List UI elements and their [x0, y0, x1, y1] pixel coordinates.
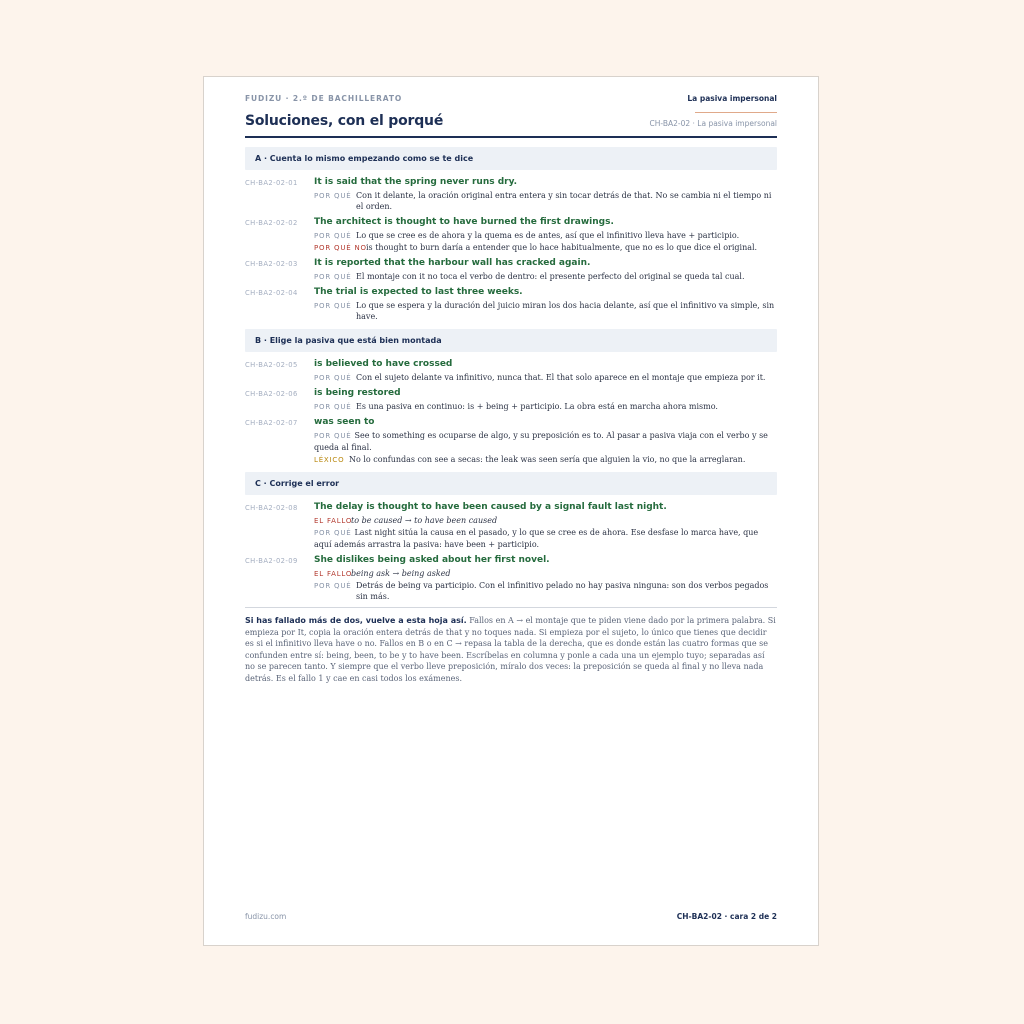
note-text: No lo confundas con see a secas: the leak was seen sería que alguien la vio, no que la arreglaran. — [349, 455, 746, 464]
footer-page: CH-BA2-02 · cara 2 de 2 — [676, 912, 777, 921]
answer-text: The architect is thought to have burned the first drawings. — [314, 217, 614, 227]
item-code: CH-BA2-02-01 — [245, 179, 298, 187]
explanation-note — [314, 372, 777, 383]
explanation-note — [314, 580, 777, 602]
item-code: CH-BA2-02-07 — [245, 419, 298, 427]
summary-lead: Si has fallado más de dos, vuelve a esta hoja así. — [245, 616, 467, 625]
counter-explanation-note — [314, 242, 777, 253]
note-text: Lo que se cree es de ahora y la quema es de antes, así que el infinitivo lleva have + participio. — [356, 231, 740, 240]
note-text: Detrás de being va participio. Con el infinitivo pelado no hay pasiva ninguna: son dos verbos pegados sin más. — [356, 581, 769, 601]
explanation-note — [314, 430, 777, 453]
answer-text: She dislikes being asked about her first novel. — [314, 555, 550, 565]
solution-item — [245, 257, 777, 282]
section-a-header: A · Cuenta lo mismo empezando como se te dice — [245, 147, 777, 170]
vocabulary-note — [314, 454, 777, 465]
solution-item — [245, 358, 777, 383]
note-tag: POR QUÉ — [314, 273, 352, 281]
answer-text: It is reported that the harbour wall has cracked again. — [314, 258, 591, 268]
note-tag: POR QUÉ NO — [314, 244, 367, 252]
item-code: CH-BA2-02-09 — [245, 557, 298, 565]
item-code: CH-BA2-02-06 — [245, 390, 298, 398]
explanation-note — [314, 230, 777, 241]
page-title: Soluciones, con el porqué — [245, 113, 444, 129]
error-note — [314, 515, 777, 526]
header-divider — [245, 136, 777, 138]
item-code: CH-BA2-02-02 — [245, 219, 298, 227]
summary-divider — [245, 607, 777, 608]
explanation-note — [314, 271, 777, 282]
solution-item — [245, 554, 777, 602]
topic-underline — [695, 112, 777, 113]
correction-text: being ask → being asked — [351, 569, 451, 578]
answer-text: is believed to have crossed — [314, 359, 453, 369]
section-c-header: C · Corrige el error — [245, 472, 777, 495]
correction-text: to be caused → to have been caused — [351, 516, 498, 525]
explanation-note — [314, 401, 777, 412]
note-tag: POR QUÉ — [314, 302, 352, 310]
note-tag: POR QUÉ — [314, 374, 352, 382]
answer-text: was seen to — [314, 417, 375, 427]
note-tag: POR QUÉ — [314, 432, 352, 440]
answer-text: The trial is expected to last three weeks. — [314, 287, 523, 297]
summary-text: Fallos en A → el montaje que te piden viene dado por la primera palabra. Si empieza por It, copia la oración entera detrás de that y no toques nada. Si empieza por el sujeto, lo único que tienes que decidir es si el infinitivo lleva have o no. Fallos en B o en C → repasa la tabla de la derecha, que es donde están las cuatro formas que se confunden entre sí: being, been, to be y to have been. Escríbelas en columna y ponle a cada una un ejemplo tuyo; separadas así no se parecen tanto. Y siempre que el verbo lleve preposición, míralo dos veces: la preposición se queda al final y no lleva nada detrás. Es el fallo 1 y cae en casi todos los exámenes. — [245, 616, 776, 683]
note-tag: EL FALLO — [314, 517, 353, 525]
answer-text: The delay is thought to have been caused by a signal fault last night. — [314, 502, 667, 512]
error-note — [314, 568, 777, 579]
item-code: CH-BA2-02-04 — [245, 289, 298, 297]
note-tag: POR QUÉ — [314, 529, 352, 537]
review-summary — [245, 615, 777, 684]
explanation-note — [314, 527, 777, 550]
solution-item — [245, 286, 777, 322]
section-b-header: B · Elige la pasiva que está bien montada — [245, 329, 777, 352]
note-tag: POR QUÉ — [314, 192, 352, 200]
note-text: Es una pasiva en continuo: is + being + participio. La obra está en marcha ahora mismo. — [356, 402, 718, 411]
item-code: CH-BA2-02-03 — [245, 260, 298, 268]
note-text: El montaje con it no toca el verbo de dentro: el presente perfecto del original se queda tal cual. — [356, 272, 745, 281]
worksheet-page — [203, 76, 819, 946]
note-text: is thought to burn daría a entender que lo hace habitualmente, que no es lo que dice el original. — [366, 243, 758, 252]
item-code: CH-BA2-02-08 — [245, 504, 298, 512]
note-text: Con it delante, la oración original entra entera y sin tocar detrás de that. No se cambia ni el tiempo ni el orden. — [356, 191, 772, 211]
brand-label: FUDIZU · 2.º DE BACHILLERATO — [245, 94, 403, 103]
explanation-note — [314, 190, 777, 212]
solution-item — [245, 387, 777, 412]
solution-item — [245, 176, 777, 212]
note-text: Last night sitúa la causa en el pasado, y lo que se cree es de ahora. Ese desfase lo marca have, que aquí además arrastra la pasiva: have been + participio. — [314, 528, 759, 549]
sheet-code: CH-BA2-02 · La pasiva impersonal — [649, 119, 777, 128]
answer-text: It is said that the spring never runs dry. — [314, 177, 518, 187]
topic-label: La pasiva impersonal — [687, 94, 777, 103]
note-tag: LÉXICO — [314, 456, 345, 464]
footer-site: fudizu.com — [245, 912, 287, 921]
solutions-content — [245, 147, 777, 684]
note-text: Lo que se espera y la duración del juicio miran los dos hacia delante, así que el infinitivo va simple, sin have. — [356, 301, 775, 321]
solution-item — [245, 216, 777, 253]
item-code: CH-BA2-02-05 — [245, 361, 298, 369]
explanation-note — [314, 300, 777, 322]
note-tag: POR QUÉ — [314, 403, 352, 411]
note-tag: POR QUÉ — [314, 232, 352, 240]
note-tag: EL FALLO — [314, 570, 353, 578]
solution-item — [245, 501, 777, 550]
note-text: See to something es ocuparse de algo, y su preposición es to. Al pasar a pasiva viaja con el verbo y se queda al final. — [314, 431, 768, 452]
note-tag: POR QUÉ — [314, 582, 352, 590]
note-text: Con el sujeto delante va infinitivo, nunca that. El that solo aparece en el montaje que empieza por it. — [356, 373, 766, 382]
solution-item — [245, 416, 777, 465]
answer-text: is being restored — [314, 388, 401, 398]
